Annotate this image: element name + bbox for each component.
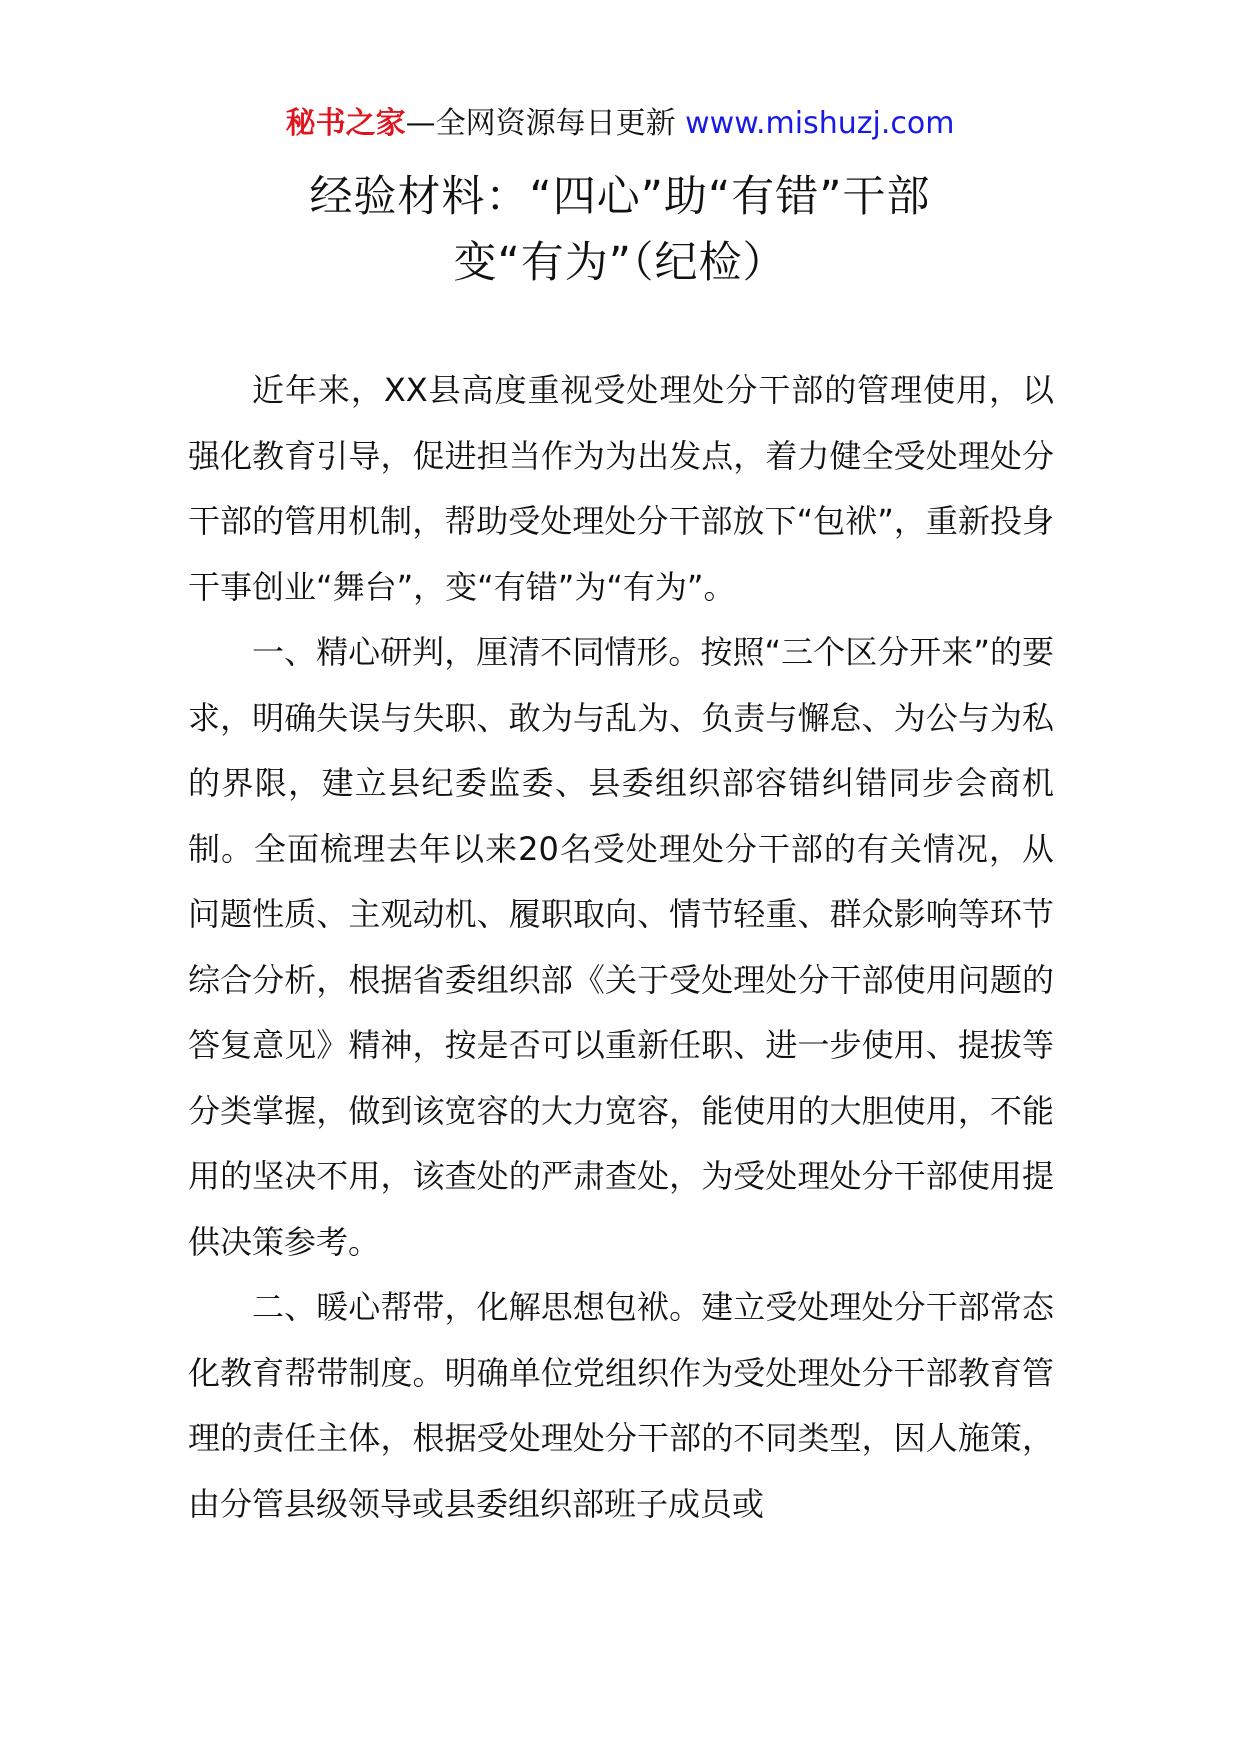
paragraph-text: 近年来，XX县高度重视受处理处分干部的管理使用，以强化教育引导，促进担当作为为出发点，着力健全受处理处分干部的管用机制，帮助受处理处分干部放下“包袱”，重新投身干事创业“舞台”，变“有错”为“有为”。	[188, 371, 1054, 606]
section-heading: 二、暖心帮带，化解思想包袱。	[252, 1288, 702, 1326]
site-header	[0, 104, 1240, 144]
document-body	[188, 358, 1054, 1537]
paragraph-text: 按照“三个区分开来”的要求，明确失误与失职、敢为与乱为、负责与懈怠、为公与为私的界限，建立县纪委监委、县委组织部容错纠错同步会商机制。全面梳理去年以来20名受处理处分干部的有关情况，从问题性质、主观动机、履职取向、情节轻重、群众影响等环节综合分析，根据省委组织部《关于受处理处分干部使用问题的答复意见》精神，按是否可以重新任职、进一步使用、提拔等分类掌握，做到该宽容的大力宽容，能使用的大胆使用，不能用的坚决不用，该查处的严肃查处，为受处理处分干部使用提供决策参考。	[188, 633, 1054, 1261]
site-url-link[interactable]: www.mishuzj.com	[685, 106, 955, 141]
paragraph-section-2	[188, 1275, 1054, 1537]
brand-name: 秘书之家	[285, 106, 406, 141]
document-title	[0, 164, 1240, 296]
paragraph-text: 建立受处理处分干部常态化教育帮带制度。明确单位党组织作为受处理处分干部教育管理的责任主体，根据受处理处分干部的不同类型，因人施策，由分管县级领导或县委组织部班子成员或	[188, 1288, 1054, 1523]
paragraph-section-1	[188, 620, 1054, 1275]
header-tagline: —全网资源每日更新	[405, 106, 676, 141]
title-line-1: 经验材料：“四心”助“有错”干部	[309, 172, 931, 222]
section-heading: 一、精心研判，厘清不同情形。	[252, 633, 701, 671]
title-line-2: 变“有为”（纪检）	[453, 238, 787, 288]
paragraph-intro	[188, 358, 1054, 620]
